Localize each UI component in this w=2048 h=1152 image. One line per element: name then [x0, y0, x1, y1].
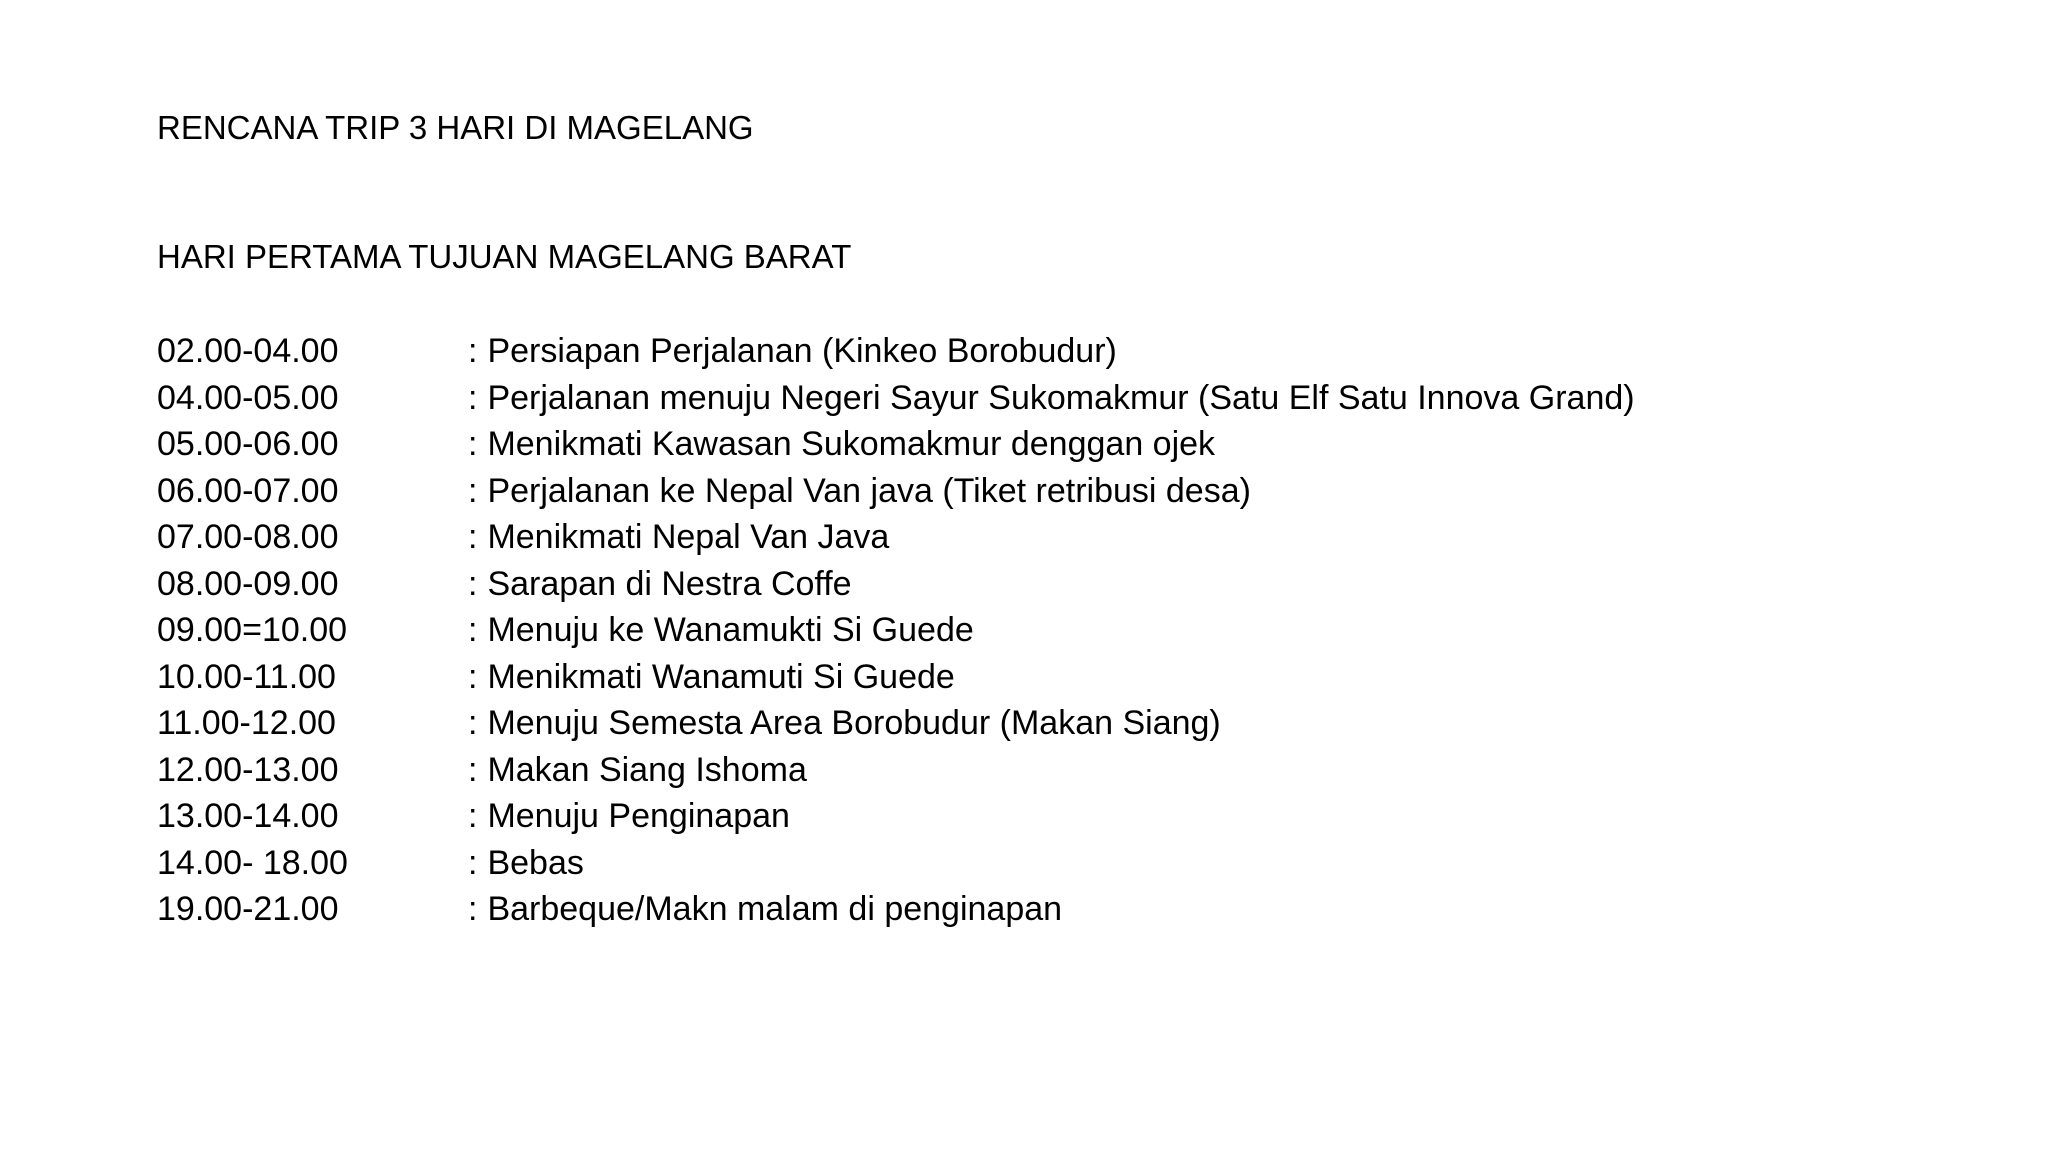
schedule-activity: Persiapan Perjalanan (Kinkeo Borobudur) — [487, 332, 1117, 370]
schedule-separator: : — [468, 471, 478, 510]
schedule-time: 12.00-13.00 — [157, 750, 339, 789]
schedule-separator: : — [468, 797, 478, 835]
schedule-row — [157, 375, 1957, 422]
schedule-activity: Bebas — [487, 843, 584, 882]
schedule-time: 11.00-12.00 — [157, 704, 336, 742]
schedule-separator: : — [468, 378, 478, 417]
schedule-separator: : — [468, 518, 478, 556]
schedule-row — [157, 514, 1957, 561]
schedule-activity: Menikmati Nepal Van Java — [487, 518, 890, 556]
schedule-separator: : — [468, 564, 478, 603]
schedule-row — [157, 561, 1957, 608]
schedule-separator: : — [468, 611, 478, 649]
schedule-activity: Perjalanan menuju Negeri Sayur Sukomakmur (Satu Elf Satu Innova Grand) — [487, 378, 1635, 417]
schedule-row — [157, 747, 1957, 794]
schedule-row — [157, 421, 1957, 468]
schedule-activity: Makan Siang Ishoma — [487, 750, 807, 789]
schedule-time: 10.00-11.00 — [157, 657, 336, 696]
schedule-activity: Menikmati Kawasan Sukomakmur denggan ojek — [487, 425, 1216, 463]
schedule-time: 08.00-09.00 — [157, 564, 339, 603]
schedule-separator: : — [468, 750, 478, 789]
schedule-separator: : — [468, 425, 478, 463]
schedule-time: 19.00-21.00 — [157, 890, 339, 928]
schedule-row — [157, 654, 1957, 701]
schedule-row — [157, 840, 1957, 887]
schedule-separator: : — [468, 332, 478, 370]
day-title: HARI PERTAMA TUJUAN MAGELANG BARAT — [157, 238, 852, 275]
schedule-time: 14.00- 18.00 — [157, 843, 348, 882]
schedule-row — [157, 607, 1957, 654]
schedule-activity: Menuju ke Wanamukti Si Guede — [487, 611, 974, 649]
schedule-activity: Barbeque/Makn malam di penginapan — [487, 890, 1063, 928]
schedule-activity: Perjalanan ke Nepal Van java (Tiket retribusi desa) — [487, 471, 1251, 510]
schedule-time: 05.00-06.00 — [157, 425, 339, 463]
schedule-time: 13.00-14.00 — [157, 797, 339, 835]
page-title: RENCANA TRIP 3 HARI DI MAGELANG — [157, 109, 754, 146]
schedule-activity: Menuju Semesta Area Borobudur (Makan Siang) — [487, 704, 1221, 742]
schedule-activity: Menuju Penginapan — [487, 797, 790, 835]
schedule-row — [157, 700, 1957, 747]
schedule-separator: : — [468, 657, 478, 696]
schedule-separator: : — [468, 704, 478, 742]
schedule-time: 04.00-05.00 — [157, 378, 339, 417]
schedule-list — [157, 328, 1957, 933]
schedule-row — [157, 793, 1957, 840]
schedule-row — [157, 468, 1957, 515]
schedule-time: 07.00-08.00 — [157, 518, 339, 556]
schedule-time: 02.00-04.00 — [157, 332, 339, 370]
schedule-separator: : — [468, 890, 478, 928]
schedule-activity: Menikmati Wanamuti Si Guede — [487, 657, 955, 696]
schedule-time: 06.00-07.00 — [157, 471, 339, 510]
schedule-time: 09.00=10.00 — [157, 611, 348, 649]
schedule-row — [157, 886, 1957, 933]
schedule-separator: : — [468, 843, 478, 882]
schedule-activity: Sarapan di Nestra Coffe — [487, 564, 852, 603]
schedule-row — [157, 328, 1957, 375]
